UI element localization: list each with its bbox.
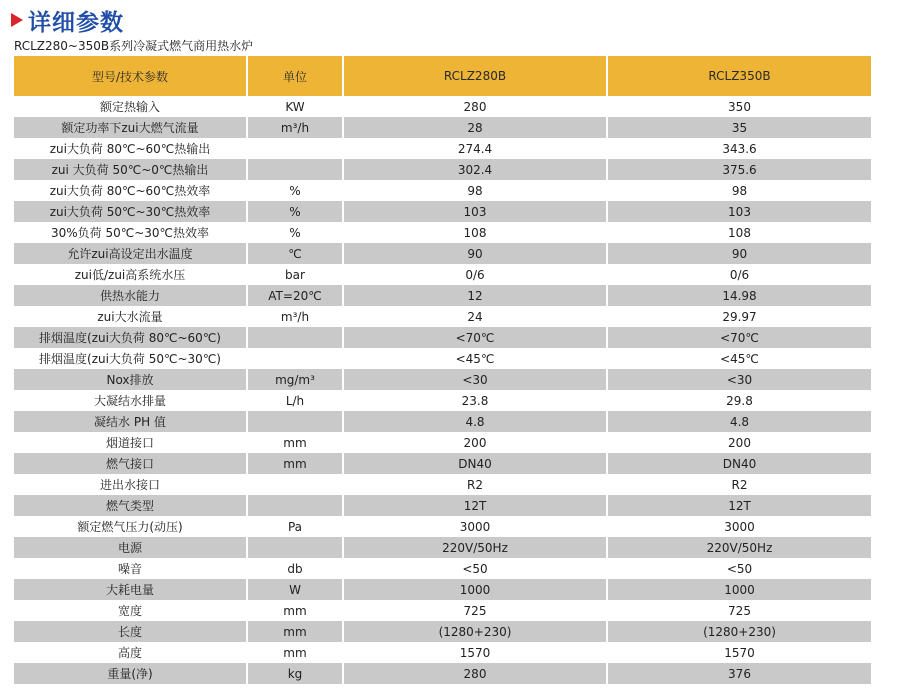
- rclz350b-value: 90: [731, 246, 748, 261]
- rclz350b-value: <70℃: [720, 330, 759, 345]
- unit-cell: mm: [247, 432, 343, 453]
- rclz350b-value: 29.8: [726, 393, 753, 408]
- unit-cell: W: [247, 579, 343, 600]
- rclz350b-value: <45℃: [720, 351, 759, 366]
- section-heading: [10, 6, 124, 34]
- param-cell: zui大水流量: [14, 306, 247, 327]
- rclz350b-value: <50: [726, 561, 753, 576]
- param-cell: 进出水接口: [14, 474, 247, 495]
- unit-cell: KW: [247, 96, 343, 117]
- unit-cell: mm: [247, 621, 343, 642]
- table-row: [14, 558, 871, 579]
- rclz280b-value: (1280+230): [343, 621, 607, 642]
- rclz280b-value: 280: [343, 663, 607, 684]
- unit-cell: bar: [247, 264, 343, 285]
- rclz280b-value: 200: [343, 432, 607, 453]
- unit-cell: %: [247, 180, 343, 201]
- rclz280b-value: 98: [343, 180, 607, 201]
- rclz350b-value: 376: [728, 666, 751, 681]
- rclz280b-value: 220V/50Hz: [343, 537, 607, 558]
- rclz350b-value: 0/6: [729, 267, 750, 282]
- param-cell: 燃气接口: [14, 453, 247, 474]
- rclz350b-value: R2: [731, 477, 748, 492]
- param-cell: 额定功率下zui大燃气流量: [14, 117, 247, 138]
- unit-cell: kg: [247, 663, 343, 684]
- header-rclz280b: RCLZ280B: [343, 56, 607, 96]
- param-cell: 烟道接口: [14, 432, 247, 453]
- param-cell: 额定热输入: [14, 96, 247, 117]
- rclz350b-value: 200: [728, 435, 751, 450]
- param-cell: Nox排放: [14, 369, 247, 390]
- unit-cell: Pa: [247, 516, 343, 537]
- table-row: [14, 348, 871, 369]
- rclz350b-value: 375.6: [722, 162, 757, 177]
- rclz280b-value: 4.8: [343, 411, 607, 432]
- rclz280b-value: 108: [343, 222, 607, 243]
- table-row: [14, 243, 871, 264]
- table-row: [14, 537, 871, 558]
- param-cell: zui大负荷 80℃~60℃热效率: [14, 180, 247, 201]
- unit-cell: [247, 348, 343, 369]
- rclz350b-value: 4.8: [729, 414, 750, 429]
- unit-cell: [247, 411, 343, 432]
- rclz280b-value: 302.4: [343, 159, 607, 180]
- table-row: [14, 180, 871, 201]
- unit-cell: m³/h: [247, 306, 343, 327]
- rclz350b-value: 29.97: [722, 309, 757, 324]
- param-cell: 供热水能力: [14, 285, 247, 306]
- table-row: [14, 285, 871, 306]
- unit-cell: %: [247, 201, 343, 222]
- rclz280b-value: <50: [343, 558, 607, 579]
- table-row: [14, 201, 871, 222]
- rclz350b-value: 343.6: [722, 141, 757, 156]
- rclz280b-value: 24: [343, 306, 607, 327]
- table-row: [14, 579, 871, 600]
- unit-cell: [247, 138, 343, 159]
- param-cell: 允许zui高设定出水温度: [14, 243, 247, 264]
- param-cell: 凝结水 PH 值: [14, 411, 247, 432]
- play-arrow-icon: [10, 12, 24, 28]
- param-cell: 宽度: [14, 600, 247, 621]
- rclz280b-value: 725: [343, 600, 607, 621]
- table-row: [14, 600, 871, 621]
- param-cell: 燃气类型: [14, 495, 247, 516]
- rclz280b-value: 12: [343, 285, 607, 306]
- rclz280b-value: 90: [343, 243, 607, 264]
- header-param: 型号/技术参数: [14, 56, 247, 96]
- unit-cell: [247, 537, 343, 558]
- unit-cell: [247, 474, 343, 495]
- table-row: [14, 327, 871, 348]
- table-row: [14, 495, 871, 516]
- table-header-row: [14, 56, 871, 96]
- rclz280b-value: 274.4: [343, 138, 607, 159]
- rclz280b-value: 103: [343, 201, 607, 222]
- rclz280b-value: <70℃: [343, 327, 607, 348]
- rclz280b-value: 3000: [343, 516, 607, 537]
- table-row: [14, 474, 871, 495]
- table-row: [14, 222, 871, 243]
- page-title: 详细参数: [28, 9, 124, 36]
- rclz280b-value: R2: [343, 474, 607, 495]
- param-cell: 长度: [14, 621, 247, 642]
- rclz280b-value: 280: [343, 96, 607, 117]
- rclz280b-value: 1570: [343, 642, 607, 663]
- unit-cell: db: [247, 558, 343, 579]
- param-cell: zui大负荷 50℃~30℃热效率: [14, 201, 247, 222]
- param-cell: 噪音: [14, 558, 247, 579]
- unit-cell: mm: [247, 453, 343, 474]
- rclz350b-value: DN40: [722, 456, 757, 471]
- rclz350b-value: 35: [731, 120, 748, 135]
- unit-cell: [247, 327, 343, 348]
- table-row: [14, 411, 871, 432]
- rclz350b-value: 3000: [724, 519, 755, 534]
- unit-cell: m³/h: [247, 117, 343, 138]
- param-cell: zui低/zui高系统水压: [14, 264, 247, 285]
- table-row: [14, 117, 871, 138]
- unit-cell: mg/m³: [247, 369, 343, 390]
- unit-cell: [247, 159, 343, 180]
- param-cell: 30%负荷 50℃~30℃热效率: [14, 222, 247, 243]
- unit-cell: %: [247, 222, 343, 243]
- table-row: [14, 663, 871, 684]
- table-row: [14, 306, 871, 327]
- product-series-subtitle: RCLZ280~350B系列冷凝式燃气商用热水炉: [14, 39, 254, 53]
- param-cell: 重量(净): [14, 663, 247, 684]
- rclz280b-value: <30: [343, 369, 607, 390]
- param-cell: 大耗电量: [14, 579, 247, 600]
- table-row: [14, 159, 871, 180]
- table-row: [14, 453, 871, 474]
- unit-cell: mm: [247, 642, 343, 663]
- table-row: [14, 96, 871, 117]
- rclz280b-value: 23.8: [343, 390, 607, 411]
- table-row: [14, 516, 871, 537]
- table-row: [14, 390, 871, 411]
- table-row: [14, 138, 871, 159]
- param-cell: 大凝结水排量: [14, 390, 247, 411]
- rclz350b-value: 350: [728, 99, 751, 114]
- spec-table: [14, 56, 871, 684]
- param-cell: 排烟温度(zui大负荷 80℃~60℃): [14, 327, 247, 348]
- table-row: [14, 369, 871, 390]
- param-cell: 额定燃气压力(动压): [14, 516, 247, 537]
- rclz350b-value: <30: [726, 372, 753, 387]
- unit-cell: [247, 495, 343, 516]
- param-cell: 排烟温度(zui大负荷 50℃~30℃): [14, 348, 247, 369]
- rclz280b-value: 1000: [343, 579, 607, 600]
- rclz350b-value: 1000: [724, 582, 755, 597]
- rclz350b-value: 220V/50Hz: [706, 540, 773, 555]
- rclz280b-value: DN40: [343, 453, 607, 474]
- param-cell: zui大负荷 80℃~60℃热输出: [14, 138, 247, 159]
- rclz350b-value: 98: [731, 183, 748, 198]
- unit-cell: AT=20℃: [247, 285, 343, 306]
- rclz280b-value: 0/6: [343, 264, 607, 285]
- header-rclz350b: RCLZ350B: [607, 56, 871, 96]
- unit-cell: L/h: [247, 390, 343, 411]
- unit-cell: mm: [247, 600, 343, 621]
- rclz350b-value: 14.98: [722, 288, 757, 303]
- rclz280b-value: 12T: [343, 495, 607, 516]
- table-row: [14, 621, 871, 642]
- rclz350b-value: (1280+230): [703, 624, 776, 639]
- rclz350b-value: 1570: [724, 645, 755, 660]
- param-cell: 高度: [14, 642, 247, 663]
- rclz350b-value: 12T: [728, 498, 751, 513]
- header-unit: 单位: [247, 56, 343, 96]
- rclz350b-value: 725: [728, 603, 751, 618]
- table-row: [14, 642, 871, 663]
- rclz350b-value: 103: [728, 204, 751, 219]
- rclz350b-value: 108: [728, 225, 751, 240]
- table-row: [14, 432, 871, 453]
- rclz280b-value: 28: [343, 117, 607, 138]
- param-cell: zui 大负荷 50℃~0℃热输出: [14, 159, 247, 180]
- unit-cell: ℃: [247, 243, 343, 264]
- table-row: [14, 264, 871, 285]
- rclz280b-value: <45℃: [343, 348, 607, 369]
- param-cell: 电源: [14, 537, 247, 558]
